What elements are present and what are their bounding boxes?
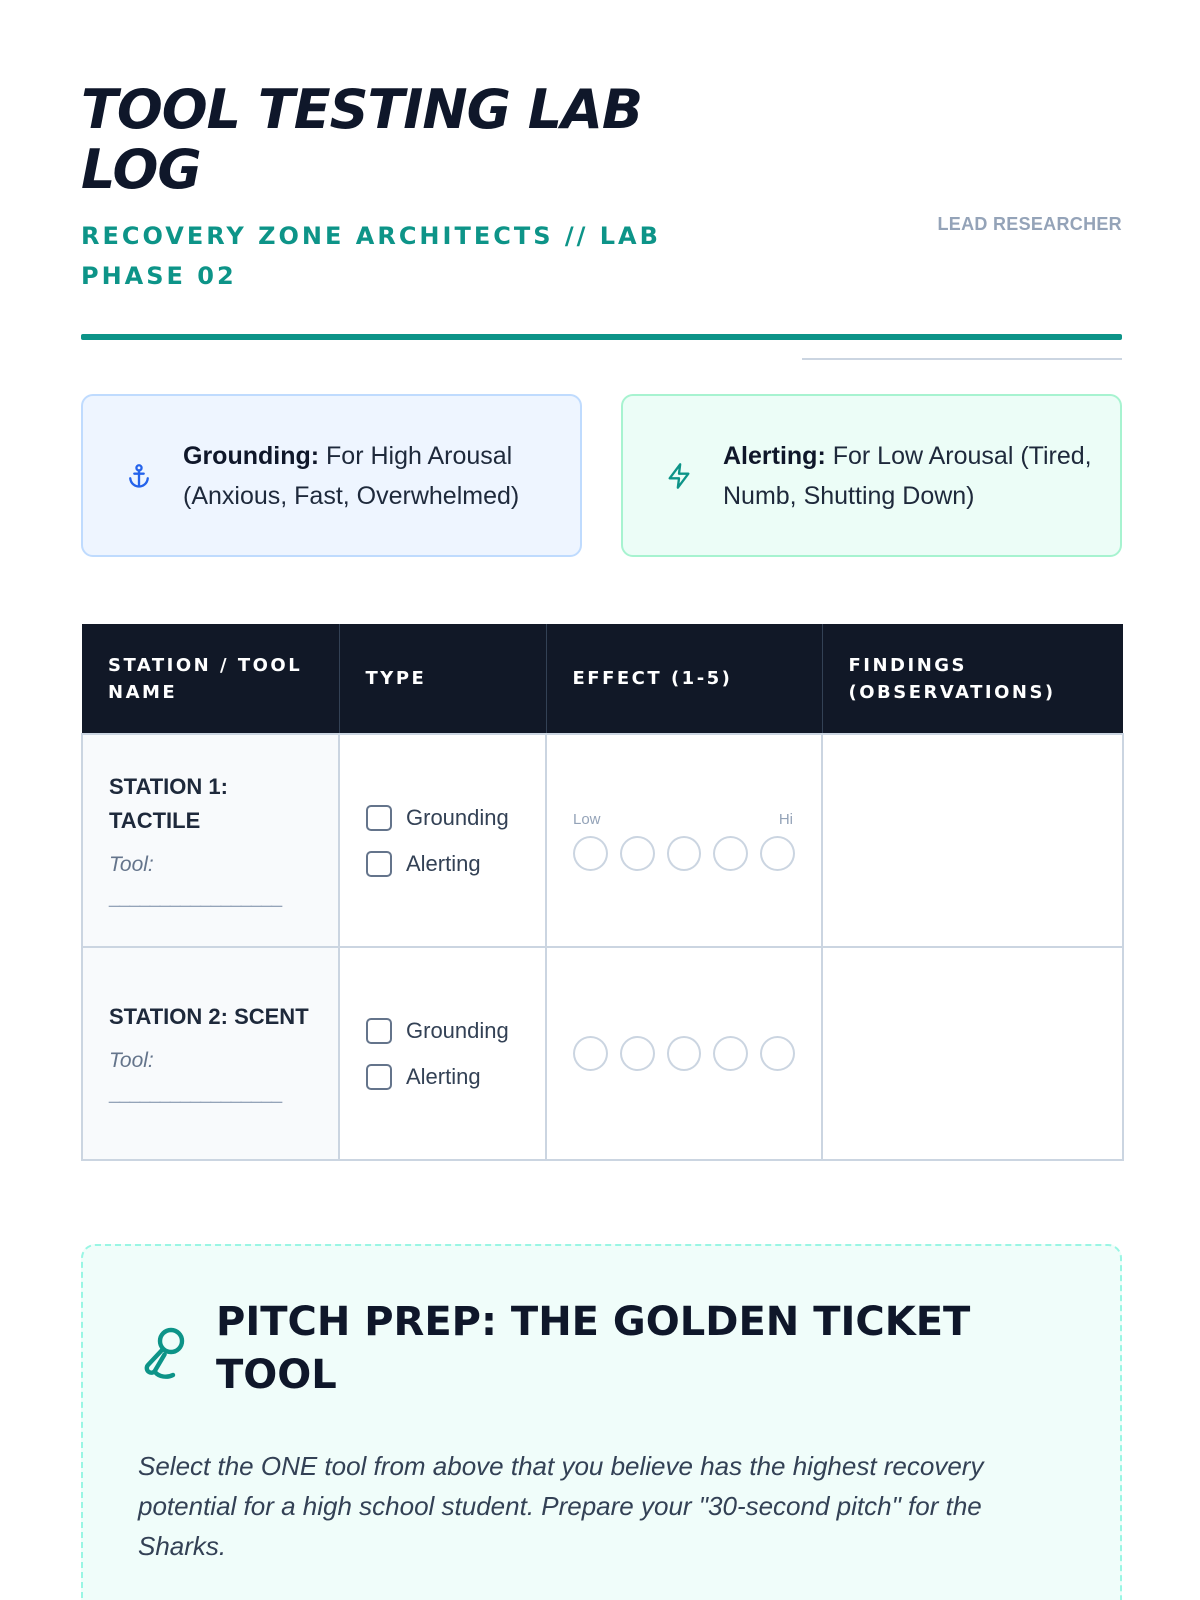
effect-cell: [546, 734, 822, 947]
table-header-row: [82, 624, 1123, 734]
grounding-option[interactable]: [366, 1008, 519, 1054]
page-subtitle: RECOVERY ZONE ARCHITECTS // LAB PHASE 02: [81, 222, 661, 290]
tool-name-blank[interactable]: _________________: [109, 1081, 282, 1104]
rating-circle-5[interactable]: [760, 836, 795, 871]
findings-cell[interactable]: [822, 947, 1123, 1160]
page-title: TOOL TESTING LAB LOG: [81, 78, 643, 201]
effect-scale-labels: [573, 811, 793, 828]
effect-rating: [573, 1036, 795, 1071]
pitch-prep-instructions: Select the ONE tool from above that you believe has the highest recovery potential for a high school student. Prepare your "30-second pitch" for the Sharks.: [138, 1451, 984, 1561]
station-cell: [82, 734, 339, 947]
tool-label: Tool:: [109, 852, 154, 876]
alerting-checkbox[interactable]: [366, 1064, 392, 1090]
microphone-icon: [141, 1326, 189, 1382]
column-header-effect: EFFECT (1-5): [546, 624, 822, 734]
rating-circle-1[interactable]: [573, 1036, 608, 1071]
tool-name-blank[interactable]: _________________: [109, 885, 282, 908]
grounding-legend-card: [81, 394, 582, 557]
alerting-option-label: Alerting: [406, 850, 481, 876]
rating-circle-1[interactable]: [573, 836, 608, 871]
table-row: [82, 947, 1123, 1160]
column-header-type: TYPE: [339, 624, 546, 734]
lead-researcher-line[interactable]: [802, 358, 1122, 360]
lab-log-table: [81, 624, 1124, 1161]
anchor-icon: [125, 462, 153, 490]
alerting-term: Alerting:: [723, 441, 826, 470]
grounding-legend-text: [183, 436, 580, 516]
scale-low-label: Low: [573, 810, 601, 828]
grounding-term: Grounding:: [183, 441, 320, 470]
effect-rating: [573, 836, 795, 871]
rating-circle-4[interactable]: [713, 1036, 748, 1071]
alerting-option[interactable]: [366, 841, 519, 887]
grounding-option[interactable]: [366, 795, 519, 841]
rating-circle-3[interactable]: [667, 836, 702, 871]
page-header: [81, 78, 1122, 290]
rating-circle-3[interactable]: [667, 1036, 702, 1071]
lead-researcher-field[interactable]: [802, 214, 1122, 235]
grounding-checkbox[interactable]: [366, 1018, 392, 1044]
grounding-checkbox[interactable]: [366, 805, 392, 831]
type-cell: [339, 947, 546, 1160]
alerting-checkbox[interactable]: [366, 851, 392, 877]
column-header-findings: FINDINGS (OBSERVATIONS): [822, 624, 1123, 734]
table-row: [82, 734, 1123, 947]
grounding-description: For High Arousal (Anxious, Fast, Overwhelmed): [183, 441, 520, 510]
alerting-legend-text: [723, 436, 1120, 516]
findings-cell[interactable]: [822, 734, 1123, 947]
lead-researcher-label: LEAD RESEARCHER: [937, 214, 1122, 234]
alerting-option-label: Alerting: [406, 1063, 481, 1089]
rating-circle-2[interactable]: [620, 836, 655, 871]
alerting-description: For Low Arousal (Tired, Numb, Shutting Down): [723, 441, 1092, 510]
type-cell: [339, 734, 546, 947]
alerting-legend-card: [621, 394, 1122, 557]
scale-high-label: Hi: [778, 810, 793, 828]
tool-label: Tool:: [109, 1048, 154, 1072]
column-header-station: STATION / TOOL NAME: [82, 624, 339, 734]
station-name: STATION 2: SCENT: [109, 1003, 309, 1029]
rating-circle-2[interactable]: [620, 1036, 655, 1071]
rating-circle-5[interactable]: [760, 1036, 795, 1071]
pitch-prep-title: PITCH PREP: THE GOLDEN TICKET TOOL: [216, 1299, 971, 1398]
grounding-option-label: Grounding: [406, 804, 509, 830]
pitch-prep-card: [81, 1244, 1122, 1600]
grounding-option-label: Grounding: [406, 1017, 509, 1043]
lightning-icon: [665, 462, 693, 490]
station-name: STATION 1: TACTILE: [109, 773, 228, 833]
alerting-option[interactable]: [366, 1054, 519, 1100]
rating-circle-4[interactable]: [713, 836, 748, 871]
station-cell: [82, 947, 339, 1160]
effect-cell: [546, 947, 822, 1160]
header-divider: [81, 334, 1122, 340]
